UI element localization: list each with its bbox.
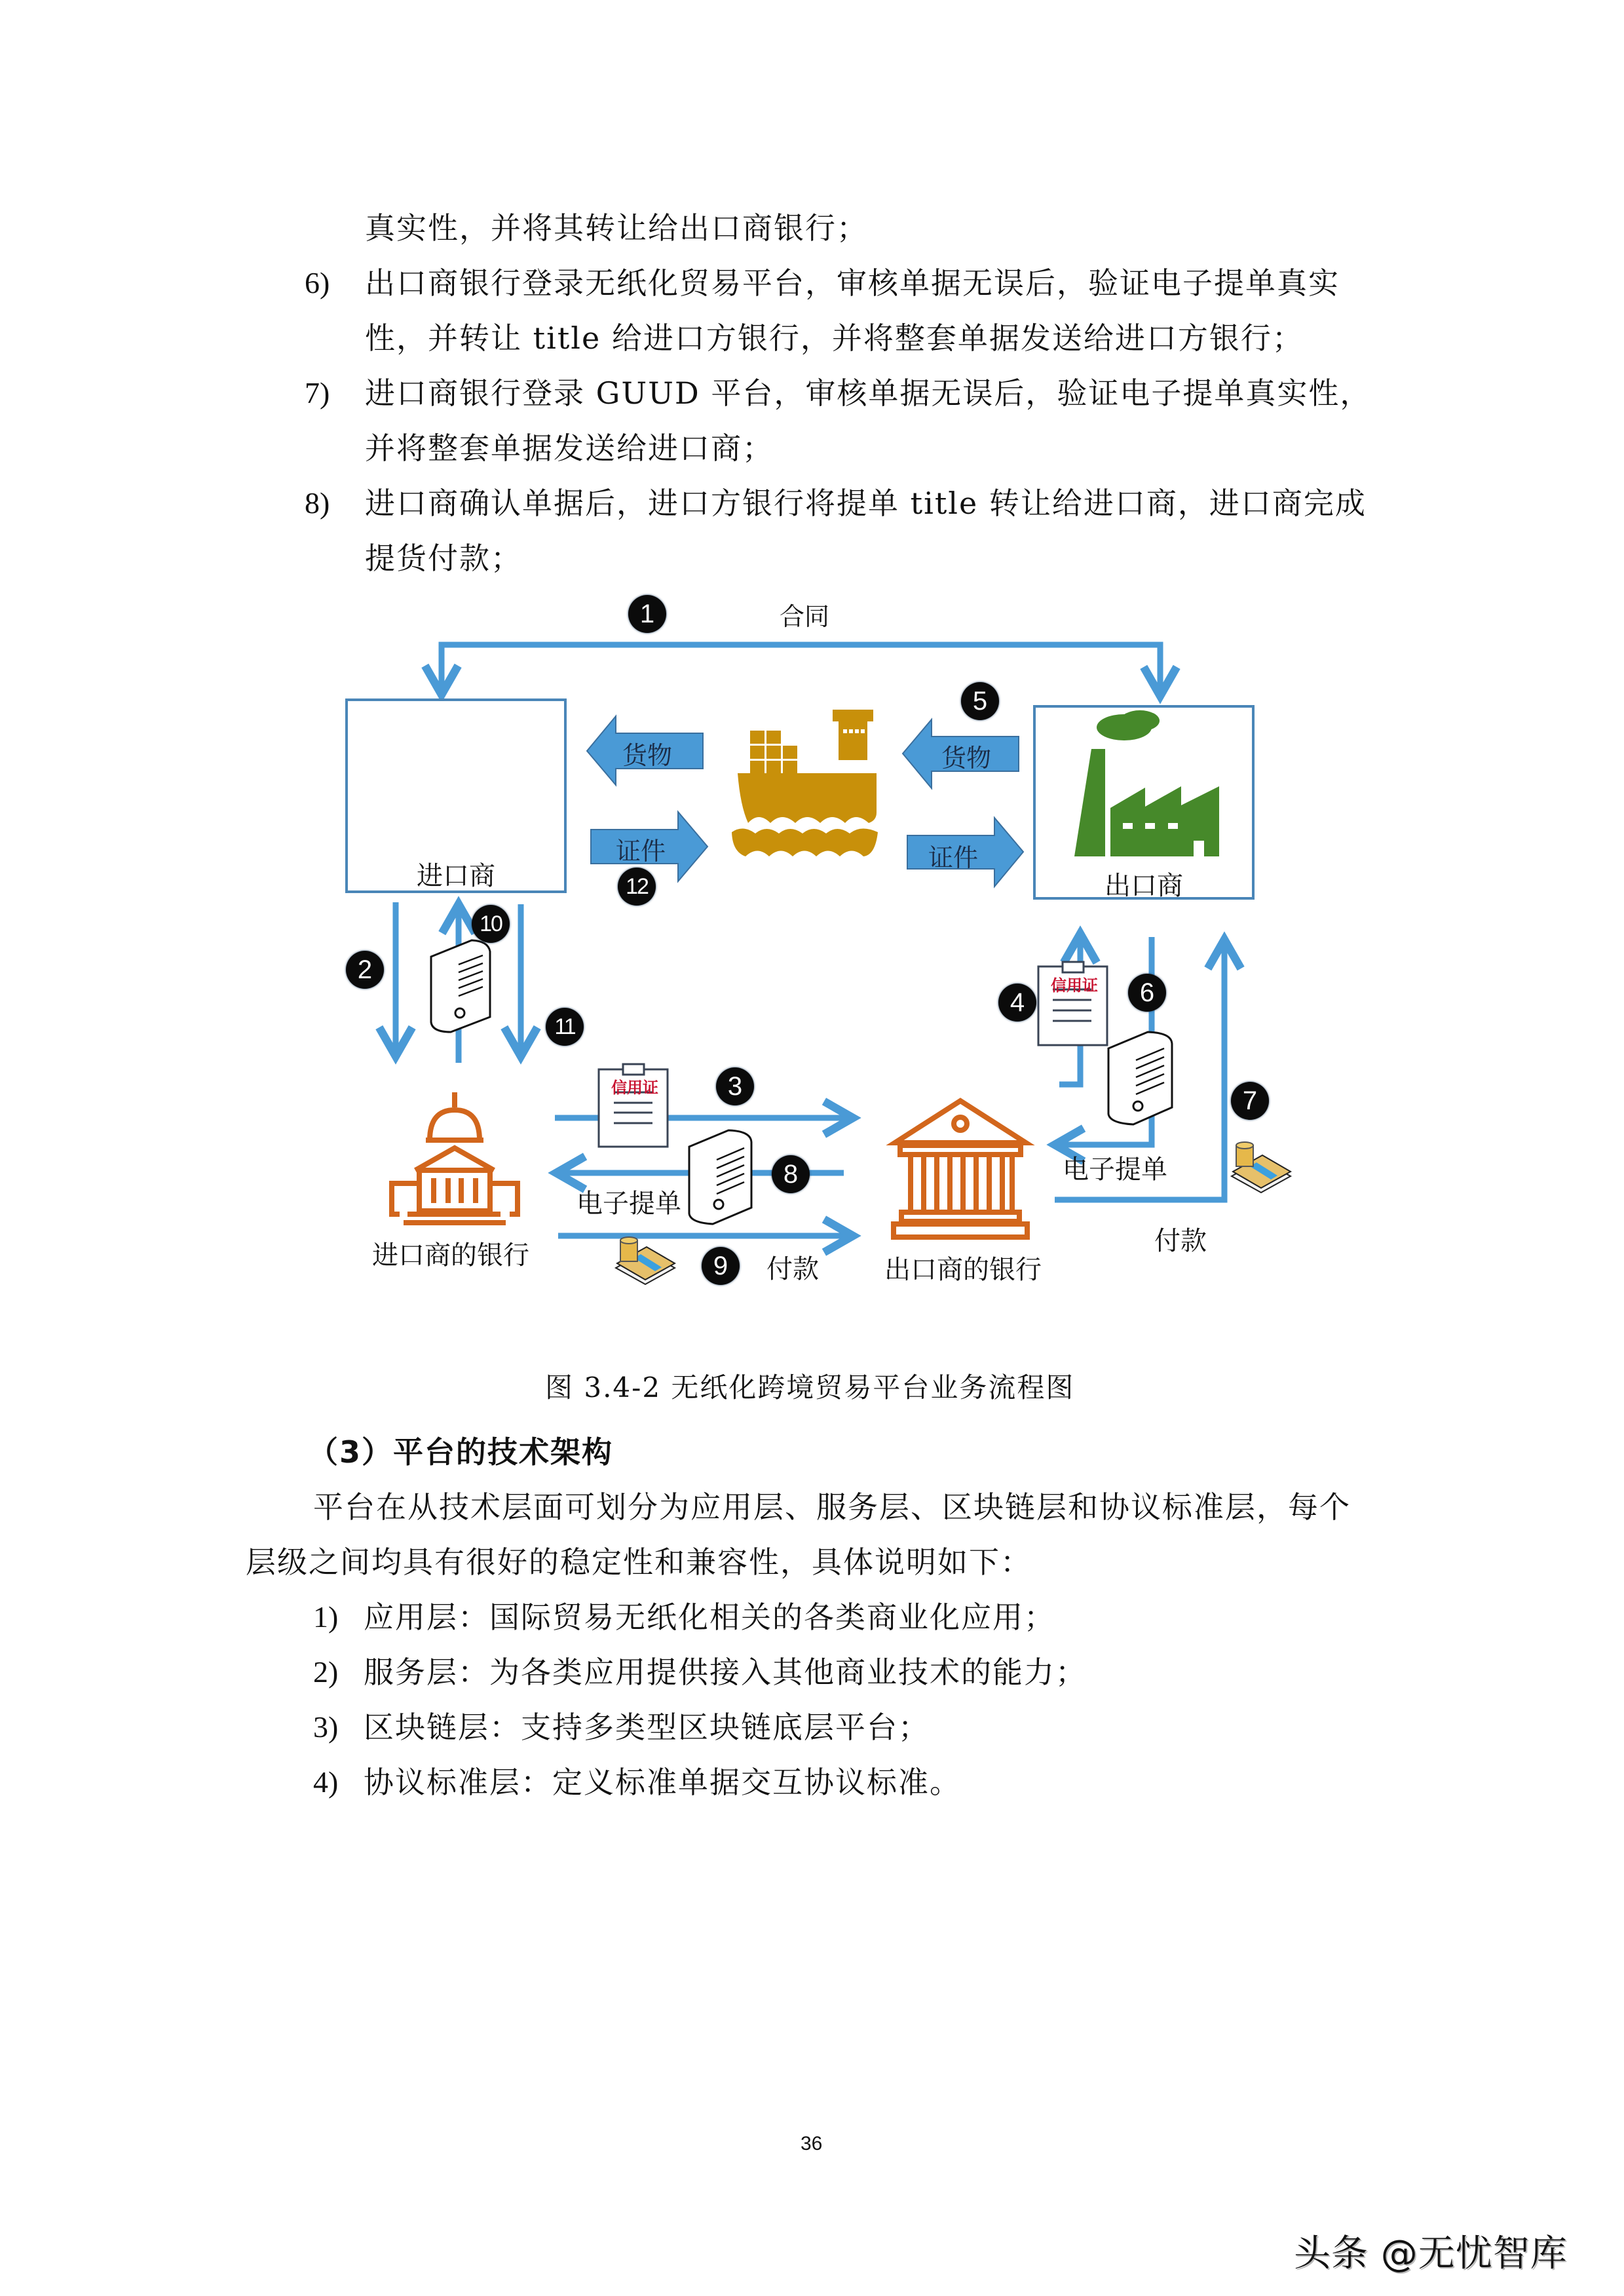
- step-badge-7: 7: [1231, 1082, 1269, 1120]
- step-text-line: 进口商确认单据后，进口方银行将提单 title 转让给进口商，进口商完成: [365, 486, 1367, 521]
- step-badge-10: 10: [472, 905, 510, 943]
- exporter-label: 出口商: [1105, 871, 1183, 901]
- watermark: 头条 @无忧智库: [1294, 2232, 1568, 2275]
- step-badge-8: 8: [772, 1155, 810, 1193]
- item-text: 区块链层：支持多类型区块链底层平台；: [364, 1710, 930, 1745]
- lc-text-bank: 信用证: [611, 1078, 658, 1097]
- importer-box: [345, 698, 567, 893]
- page-number: 36: [801, 2133, 823, 2154]
- step-badge-11: 11: [546, 1008, 584, 1046]
- item-number: 4): [313, 1765, 339, 1799]
- step-number: 7): [305, 376, 330, 410]
- item-text: 协议标准层：定义标准单据交互协议标准。: [364, 1765, 961, 1800]
- contract-arrow: [442, 645, 1160, 696]
- lc-text-exporter: 信用证: [1051, 976, 1098, 995]
- importer-bank-label: 进口商的银行: [372, 1240, 529, 1271]
- importer-bank-icon: [392, 1092, 518, 1223]
- step-badge-1: 1: [628, 595, 666, 633]
- exporter-bank-icon: [894, 1101, 1027, 1237]
- importer-label: 进口商: [417, 861, 495, 891]
- ebl-doc-icon-bank: [689, 1130, 751, 1224]
- item-text: 服务层：为各类应用提供接入其他商业技术的能力；: [364, 1655, 1087, 1690]
- step-number: 6): [305, 266, 330, 299]
- list-continuation-line: 真实性，并将其转让给出口商银行；: [365, 210, 868, 246]
- item-text: 应用层：国际贸易无纸化相关的各类商业化应用；: [364, 1599, 1055, 1635]
- money-icon-bank: [616, 1237, 675, 1284]
- ebl-label-bottom: 电子提单: [576, 1189, 681, 1219]
- step-text-line: 进口商银行登录 GUUD 平台，审核单据无误后，验证电子提单真实性，: [365, 375, 1372, 411]
- item-number: 3): [313, 1710, 339, 1744]
- step-badge-5: 5: [961, 682, 999, 720]
- section-paragraph-line: 平台在从技术层面可划分为应用层、服务层、区块链层和协议标准层，每个: [313, 1489, 1351, 1525]
- step-text-line: 性，并转让 title 给进口方银行，并将整套单据发送给进口方银行；: [365, 320, 1304, 356]
- ebl-doc-icon-importer: [431, 940, 490, 1032]
- section-paragraph-line: 层级之间均具有很好的稳定性和兼容性，具体说明如下：: [246, 1544, 1032, 1580]
- step-badge-3: 3: [716, 1067, 754, 1105]
- figure-caption: 图 3.4-2 无纸化跨境贸易平台业务流程图: [545, 1371, 1075, 1404]
- goods-label-right: 货物: [941, 744, 992, 773]
- payment-label-right: 付款: [1154, 1226, 1207, 1256]
- ebl-label-right: 电子提单: [1063, 1155, 1167, 1185]
- item-number: 2): [313, 1655, 339, 1689]
- item-number: 1): [313, 1600, 339, 1634]
- money-icon-exporter: [1232, 1142, 1291, 1193]
- goods-label-left: 货物: [622, 741, 673, 770]
- step-badge-9: 9: [702, 1247, 740, 1285]
- exporter-box: [1033, 705, 1255, 900]
- step-text-line: 出口商银行登录无纸化贸易平台，审核单据无误后，验证电子提单真实: [365, 265, 1340, 301]
- step-text-line: 并将整套单据发送给进口商；: [365, 430, 774, 466]
- docs-label-left: 证件: [616, 837, 666, 866]
- step-text-line: 提货付款；: [365, 541, 522, 576]
- ebl-doc-icon-exporter: [1108, 1032, 1172, 1124]
- section-heading: （3）平台的技术架构: [308, 1434, 614, 1470]
- step-badge-2: 2: [346, 951, 384, 989]
- step-badge-12: 12: [618, 868, 656, 906]
- exporter-bank-label: 出口商的银行: [884, 1255, 1042, 1285]
- payment-label-bottom: 付款: [766, 1254, 819, 1284]
- contract-label: 合同: [780, 602, 830, 631]
- step-number: 8): [305, 486, 330, 520]
- docs-label-right: 证件: [928, 843, 979, 872]
- step-badge-6: 6: [1128, 974, 1166, 1012]
- step-badge-4: 4: [998, 984, 1036, 1022]
